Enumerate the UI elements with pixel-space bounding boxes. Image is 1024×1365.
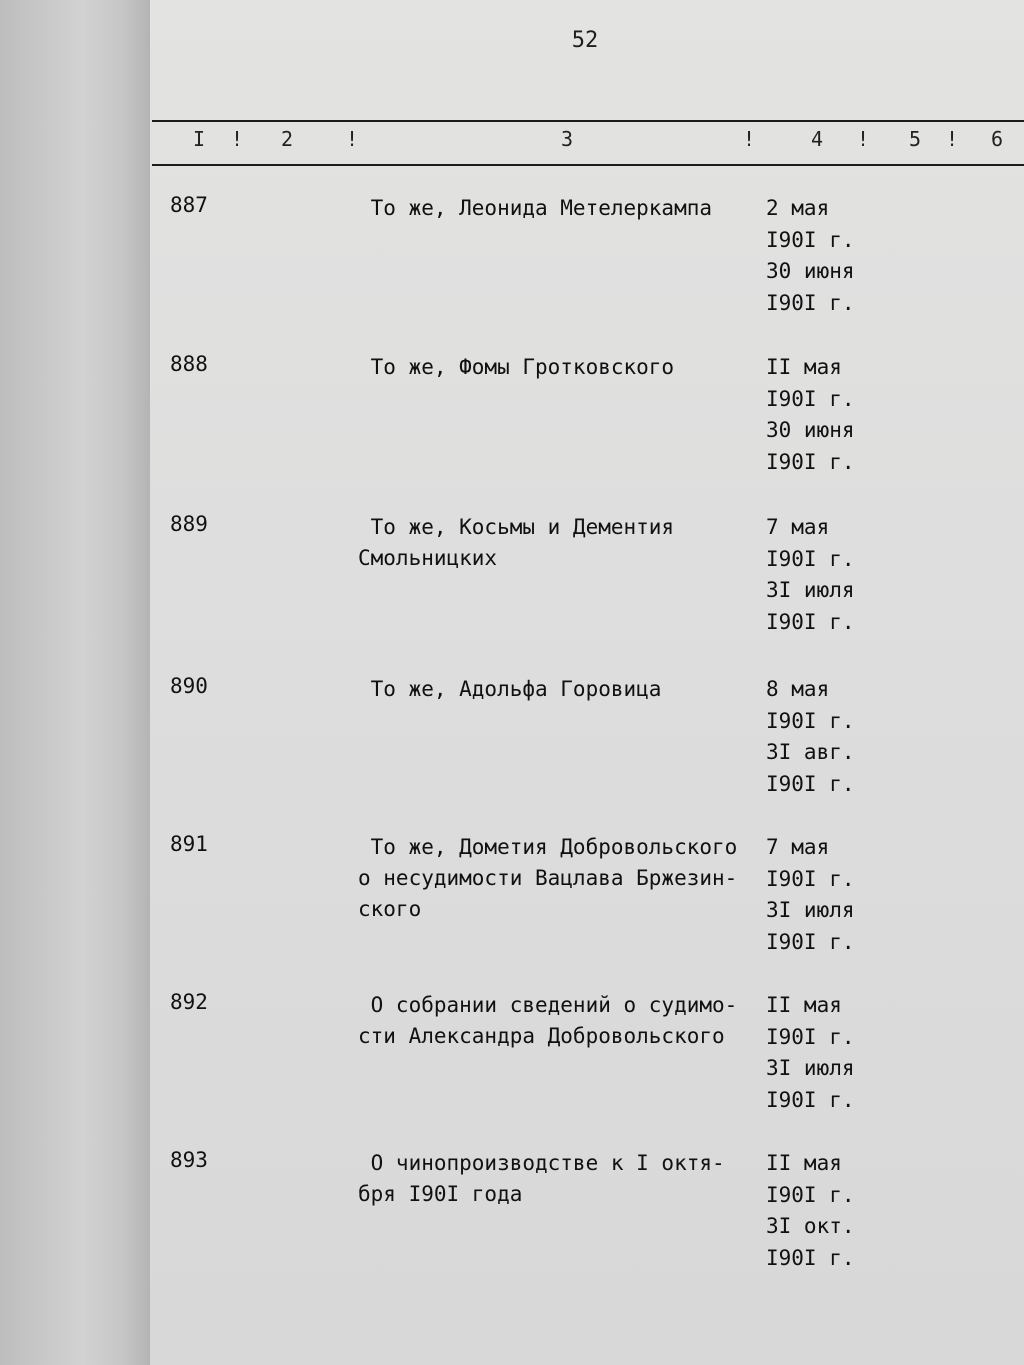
date-start-day: II мая xyxy=(766,1151,842,1175)
date-end-year: I90I г. xyxy=(766,609,855,634)
description-line: ского xyxy=(358,897,422,921)
description-line: То же, Адольфа Горовица xyxy=(358,677,662,701)
column-separator: ! xyxy=(345,127,359,151)
date-end-year: I90I г. xyxy=(766,1087,855,1112)
entry-description xyxy=(358,193,758,224)
column-header-3: 3 xyxy=(560,127,574,151)
entry-dates xyxy=(766,674,886,800)
entry-dates xyxy=(766,193,886,319)
column-separator: ! xyxy=(945,127,959,151)
date-start-day: II мая xyxy=(766,993,842,1017)
description-line: О собрании сведений о судимо- xyxy=(358,993,738,1017)
date-start-year: I90I г. xyxy=(766,708,855,733)
header-top-rule xyxy=(152,120,1024,122)
entry-description xyxy=(358,1148,758,1210)
entry-number: 887 xyxy=(170,193,208,217)
description-line: То же, Фомы Гротковского xyxy=(358,355,675,379)
entry-description xyxy=(358,352,758,383)
column-header-6: 6 xyxy=(990,127,1004,151)
date-end-day: 3I июля xyxy=(766,898,855,922)
entry-dates xyxy=(766,1148,886,1274)
column-header-2: 2 xyxy=(280,127,294,151)
date-end-day: 3I июля xyxy=(766,578,855,602)
entry-number: 888 xyxy=(170,352,208,376)
entry-number: 889 xyxy=(170,512,208,536)
entry-dates xyxy=(766,512,886,638)
entry-number: 892 xyxy=(170,990,208,1014)
date-end-year: I90I г. xyxy=(766,929,855,954)
entry-description xyxy=(358,512,758,574)
date-end-year: I90I г. xyxy=(766,449,855,474)
date-end-year: I90I г. xyxy=(766,1245,855,1270)
description-line: То же, Дометия Добровольского xyxy=(358,835,738,859)
description-line: бря I90I года xyxy=(358,1182,523,1206)
entry-number: 890 xyxy=(170,674,208,698)
date-end-year: I90I г. xyxy=(766,290,855,315)
date-start-year: I90I г. xyxy=(766,1182,855,1207)
entry-dates xyxy=(766,832,886,958)
date-start-day: 7 мая xyxy=(766,515,830,539)
date-start-year: I90I г. xyxy=(766,227,855,252)
entry-number: 893 xyxy=(170,1148,208,1172)
entry-number: 891 xyxy=(170,832,208,856)
entry-description xyxy=(358,990,758,1052)
date-start-year: I90I г. xyxy=(766,866,855,891)
column-separator: ! xyxy=(856,127,870,151)
date-start-day: 7 мая xyxy=(766,835,830,859)
date-start-year: I90I г. xyxy=(766,1024,855,1049)
column-header-5: 5 xyxy=(908,127,922,151)
date-end-day: 30 июня xyxy=(766,259,855,283)
date-end-day: 30 июня xyxy=(766,418,855,442)
description-line: сти Александра Добровольского xyxy=(358,1024,725,1048)
entry-dates xyxy=(766,990,886,1116)
page-number: 52 xyxy=(571,28,599,53)
date-end-day: 3I окт. xyxy=(766,1214,855,1238)
entry-dates xyxy=(766,352,886,478)
date-end-day: 3I июля xyxy=(766,1056,855,1080)
description-line: о несудимости Вацлава Бржезин- xyxy=(358,866,738,890)
column-separator: ! xyxy=(742,127,756,151)
column-header-1: I xyxy=(192,127,206,151)
date-start-day: 8 мая xyxy=(766,677,830,701)
date-start-year: I90I г. xyxy=(766,386,855,411)
book-gutter xyxy=(0,0,150,1365)
entry-description xyxy=(358,674,758,705)
column-separator: ! xyxy=(230,127,244,151)
date-end-day: 3I авг. xyxy=(766,740,855,764)
date-start-year: I90I г. xyxy=(766,546,855,571)
date-start-day: 2 мая xyxy=(766,196,830,220)
date-start-day: II мая xyxy=(766,355,842,379)
description-line: О чинопроизводстве к I октя- xyxy=(358,1151,725,1175)
description-line: Смольницких xyxy=(358,546,498,570)
header-bottom-rule xyxy=(152,164,1024,166)
column-header-4: 4 xyxy=(810,127,824,151)
description-line: То же, Леонида Метелеркампа xyxy=(358,196,713,220)
description-line: То же, Косьмы и Дементия xyxy=(358,515,675,539)
entry-description xyxy=(358,832,758,925)
date-end-year: I90I г. xyxy=(766,771,855,796)
